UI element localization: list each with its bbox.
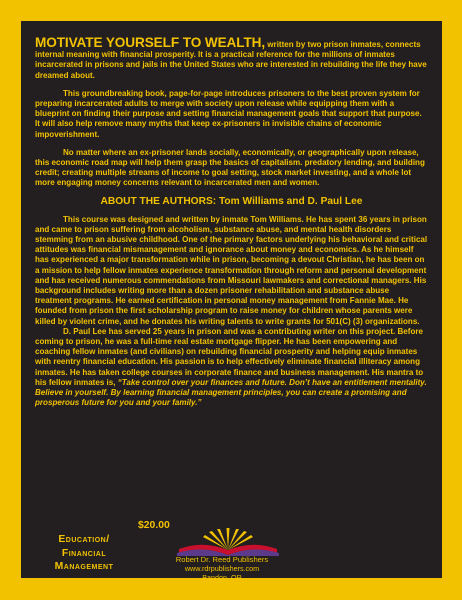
description-paragraph: This groundbreaking book, page-for-page introduces prisoners to the best proven system for preparing incarcerated adults to merge with society upon release while equipping them with a blueprint on finding their purpose and setting financial management goals that support that purpose. It will also help remove many myths that keep ex-prisoners in invisible chains of economic impoverishment. <box>35 88 422 139</box>
text-panel <box>21 21 442 582</box>
bio-paul-lee <box>35 327 428 409</box>
open-book-sunrise-logo-icon <box>175 528 281 556</box>
roadmap-paragraph: No matter where an ex-prisoner lands socially, economically, or geographically upon release, this economic road map will help them grasp the basics of capitalism. predatory lending, and building credit; creating multiple streams of income to goal setting, stock market investing, and a whole lot more engaging money concerns relevant to incarcerated men and women. <box>35 147 425 188</box>
category-line-3: Management <box>54 561 114 572</box>
bio-tom-williams: This course was designed and written by inmate Tom Williams. He has spent 36 years in prison and came to prison suffering from alcoholism, substance abuse, and mental health disorders stemming from an abusive childhood. One of the primary factors underlying his behavioral and critical attitudes was financial mismanagement and ignorance about money and economics. As he himself has experienced a major transformation while in prison, becoming a devout Christian, he has been on a mission to help fellow inmates experience transformation through reform and personal development and has received numerous commendations from Missouri lawmakers and correctional managers. His background includes writing more than a dozen prisoner rehabilitation and substance abuse treatment programs. He earned certification in personal money management from Fannie Mae. He founded from prison the first scholarship program to raise money for children whose parents were killed by violent crime, and he donates his writing talents to write grants for 501(C) (3) organizations. <box>35 214 428 326</box>
price-label: $20.00 <box>138 520 170 531</box>
category-label <box>39 533 129 574</box>
cover-footer <box>21 495 442 582</box>
intro-paragraph <box>35 35 428 81</box>
blurb <box>35 35 428 189</box>
about-authors-heading: ABOUT THE AUTHORS: Tom Williams and D. Paul Lee <box>100 195 363 207</box>
publisher-url[interactable]: www.rdrpublishers.com <box>184 564 260 573</box>
category-line-1: Education/ <box>58 534 110 545</box>
bio-paul-lee-text: D. Paul Lee has served 25 years in prison and was a contributing writer on this project. Before coming to prison, he was a full-time real estate mortgage flipper. He has been empowering and coaching fellow inmates (and civilians) on rebuilding financial prosperity and helping equip inmates with reentry financial education. His passion is to help effectively eliminate financial illiteracy among inmates. He has taken college courses in corporate finance and business management. His mantra to his fellow inmates is, <box>35 326 424 387</box>
category-line-2: Financial <box>61 547 107 559</box>
intro-text: written by two prison inmates, connects internal meaning with financial prosperity. It is a practical reference for the millions of inmates incarcerated in prisons and jails in the United States who are interested in rebuilding the life they have dreamed about. <box>35 40 427 80</box>
author-mantra-quote: “Take control over your finances and future. Don’t have an entitlement mentality. Believe in yourself. By learning financial management principles, you can create a promising and prosperous future for you and your family.” <box>35 377 427 408</box>
book-title-headline: MOTIVATE YOURSELF TO WEALTH, <box>35 35 266 50</box>
publisher-name: Robert Dr. Reed Publishers <box>175 555 269 564</box>
author-bios <box>35 215 428 409</box>
publisher-city: Bandon, OR <box>202 573 242 582</box>
